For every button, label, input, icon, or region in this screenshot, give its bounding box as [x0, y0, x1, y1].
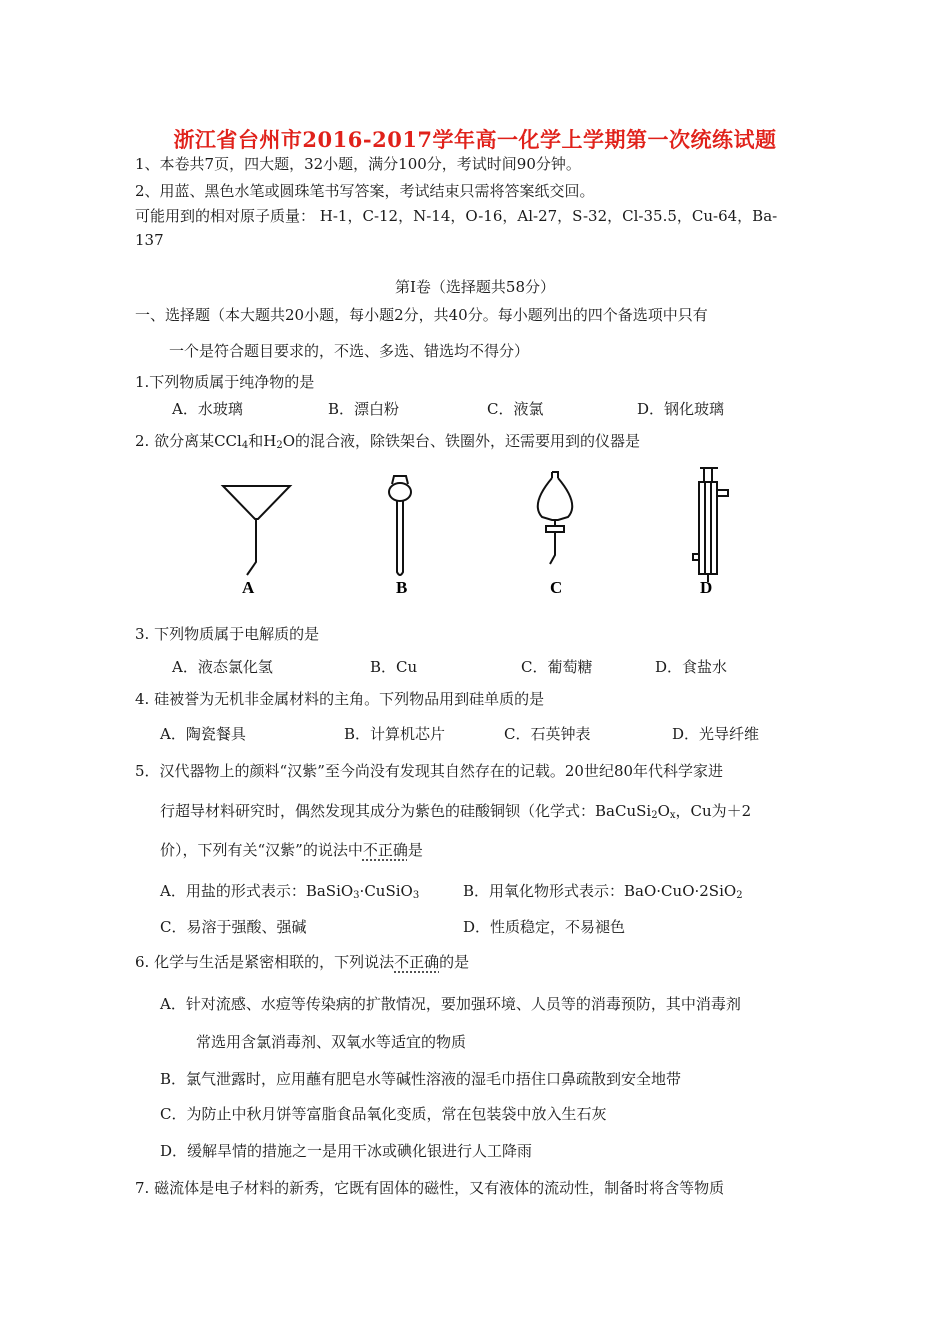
q3-option-a: A．液态氯化氢	[172, 658, 273, 676]
q5-stem-line2: 行超导材料研究时，偶然发现其成分为紫色的硅酸铜钡（化学式：$BaCuSi_2O_x$，Cu为＋2	[160, 802, 752, 821]
q6-stem: 6. 化学与生活是紧密相联的，下列说法不正确的是	[135, 953, 470, 971]
q2-label-a: A	[242, 578, 255, 597]
q1-option-a: A．水玻璃	[172, 400, 243, 418]
q1-stem: 1.下列物质属于纯净物的是	[135, 373, 315, 391]
q3-option-d: D．食盐水	[655, 658, 728, 676]
q5-stem-line1: 5．汉代器物上的颜料“汉紫”至今尚没有发现其自然存在的记载。20世纪80年代科学家进	[135, 762, 724, 780]
note-atomic-masses: 可能用到的相对原子质量： H-1，C-12，N-14，O-16，Al-27，S-32，Cl-35.5，Cu-64，Ba-	[135, 207, 778, 225]
bulb-tube-icon	[389, 476, 411, 575]
q5-stem-line3: 价），下列有关“汉紫”的说法中不正确是	[160, 841, 423, 859]
q5-option-b: B．用氧化物形式表示：BaO·CuO·2SiO$_2$	[463, 882, 743, 901]
note-2: 2、用蓝、黑色水笔或圆珠笔书写答案，考试结束只需将答案纸交回。	[135, 182, 595, 200]
note-1: 1、本卷共7页，四大题，32小题，满分100分，考试时间90分钟。	[135, 155, 581, 173]
q4-stem: 4. 硅被誉为无机非金属材料的主角。下列物品用到硅单质的是	[135, 690, 545, 708]
q2-label-c: C	[550, 578, 563, 597]
q5-option-d: D．性质稳定，不易褪色	[463, 918, 626, 936]
separatory-funnel-icon	[538, 472, 572, 564]
emphasis-not-correct: 不正确	[362, 841, 408, 859]
q2-label-b: B	[396, 578, 408, 597]
page-title: 浙江省台州市2016-2017学年高一化学上学期第一次统练试题	[173, 127, 777, 152]
q6-option-a-line1: A．针对流感、水痘等传染病的扩散情况，要加强环境、人员等的消毒预防，其中消毒剂	[160, 995, 741, 1013]
q6-option-a-line2: 常选用含氯消毒剂、双氧水等适宜的物质	[196, 1033, 467, 1051]
emphasis-not-correct: 不正确	[394, 953, 440, 971]
part1-instructions-line2: 一个是符合题目要求的，不选、多选、错选均不得分）	[169, 342, 530, 360]
note-atomic-masses-cont: 137	[135, 231, 164, 249]
q4-option-d: D．光导纤维	[672, 725, 760, 743]
funnel-icon	[223, 486, 290, 575]
q6-option-d: D．缓解旱情的措施之一是用干冰或碘化银进行人工降雨	[160, 1142, 533, 1160]
q2-stem: 2. 欲分离某CCl$_4$和$H_2O$的混合液，除铁架台、铁圈外，还需要用到的仪器是	[135, 432, 640, 451]
q4-option-a: A．陶瓷餐具	[160, 725, 246, 743]
q3-option-b: B．Cu	[370, 658, 418, 676]
part1-instructions-line1: 一、选择题（本大题共20小题，每小题2分，共40分。每小题列出的四个备选项中只有	[135, 306, 708, 324]
q6-option-c: C．为防止中秋月饼等富脂食品氧化变质，常在包装袋中放入生石灰	[160, 1105, 607, 1123]
q1-option-c: C．液氯	[487, 400, 544, 418]
q3-stem: 3. 下列物质属于电解质的是	[135, 625, 320, 643]
q5-option-c: C．易溶于强酸、强碱	[160, 918, 307, 936]
q1-option-d: D．钢化玻璃	[637, 400, 725, 418]
q5-option-a: A．用盐的形式表示：BaSiO$_3$·CuSiO$_3$	[160, 882, 420, 901]
q1-option-b: B．漂白粉	[328, 400, 400, 418]
q2-apparatus-figure	[190, 462, 750, 602]
section-title: 第Ⅰ卷（选择题共58分）	[394, 278, 555, 296]
q4-option-c: C．石英钟表	[504, 725, 591, 743]
q6-option-b: B．氯气泄露时，应用蘸有肥皂水等碱性溶液的湿毛巾捂住口鼻疏散到安全地带	[160, 1070, 682, 1088]
q3-option-c: C．葡萄糖	[521, 658, 593, 676]
q4-option-b: B．计算机芯片	[344, 725, 446, 743]
q2-label-d: D	[700, 578, 713, 597]
condenser-icon	[693, 468, 728, 582]
q7-stem-line1: 7. 磁流体是电子材料的新秀，它既有固体的磁性，又有液体的流动性，制备时将含等物质	[135, 1179, 725, 1197]
